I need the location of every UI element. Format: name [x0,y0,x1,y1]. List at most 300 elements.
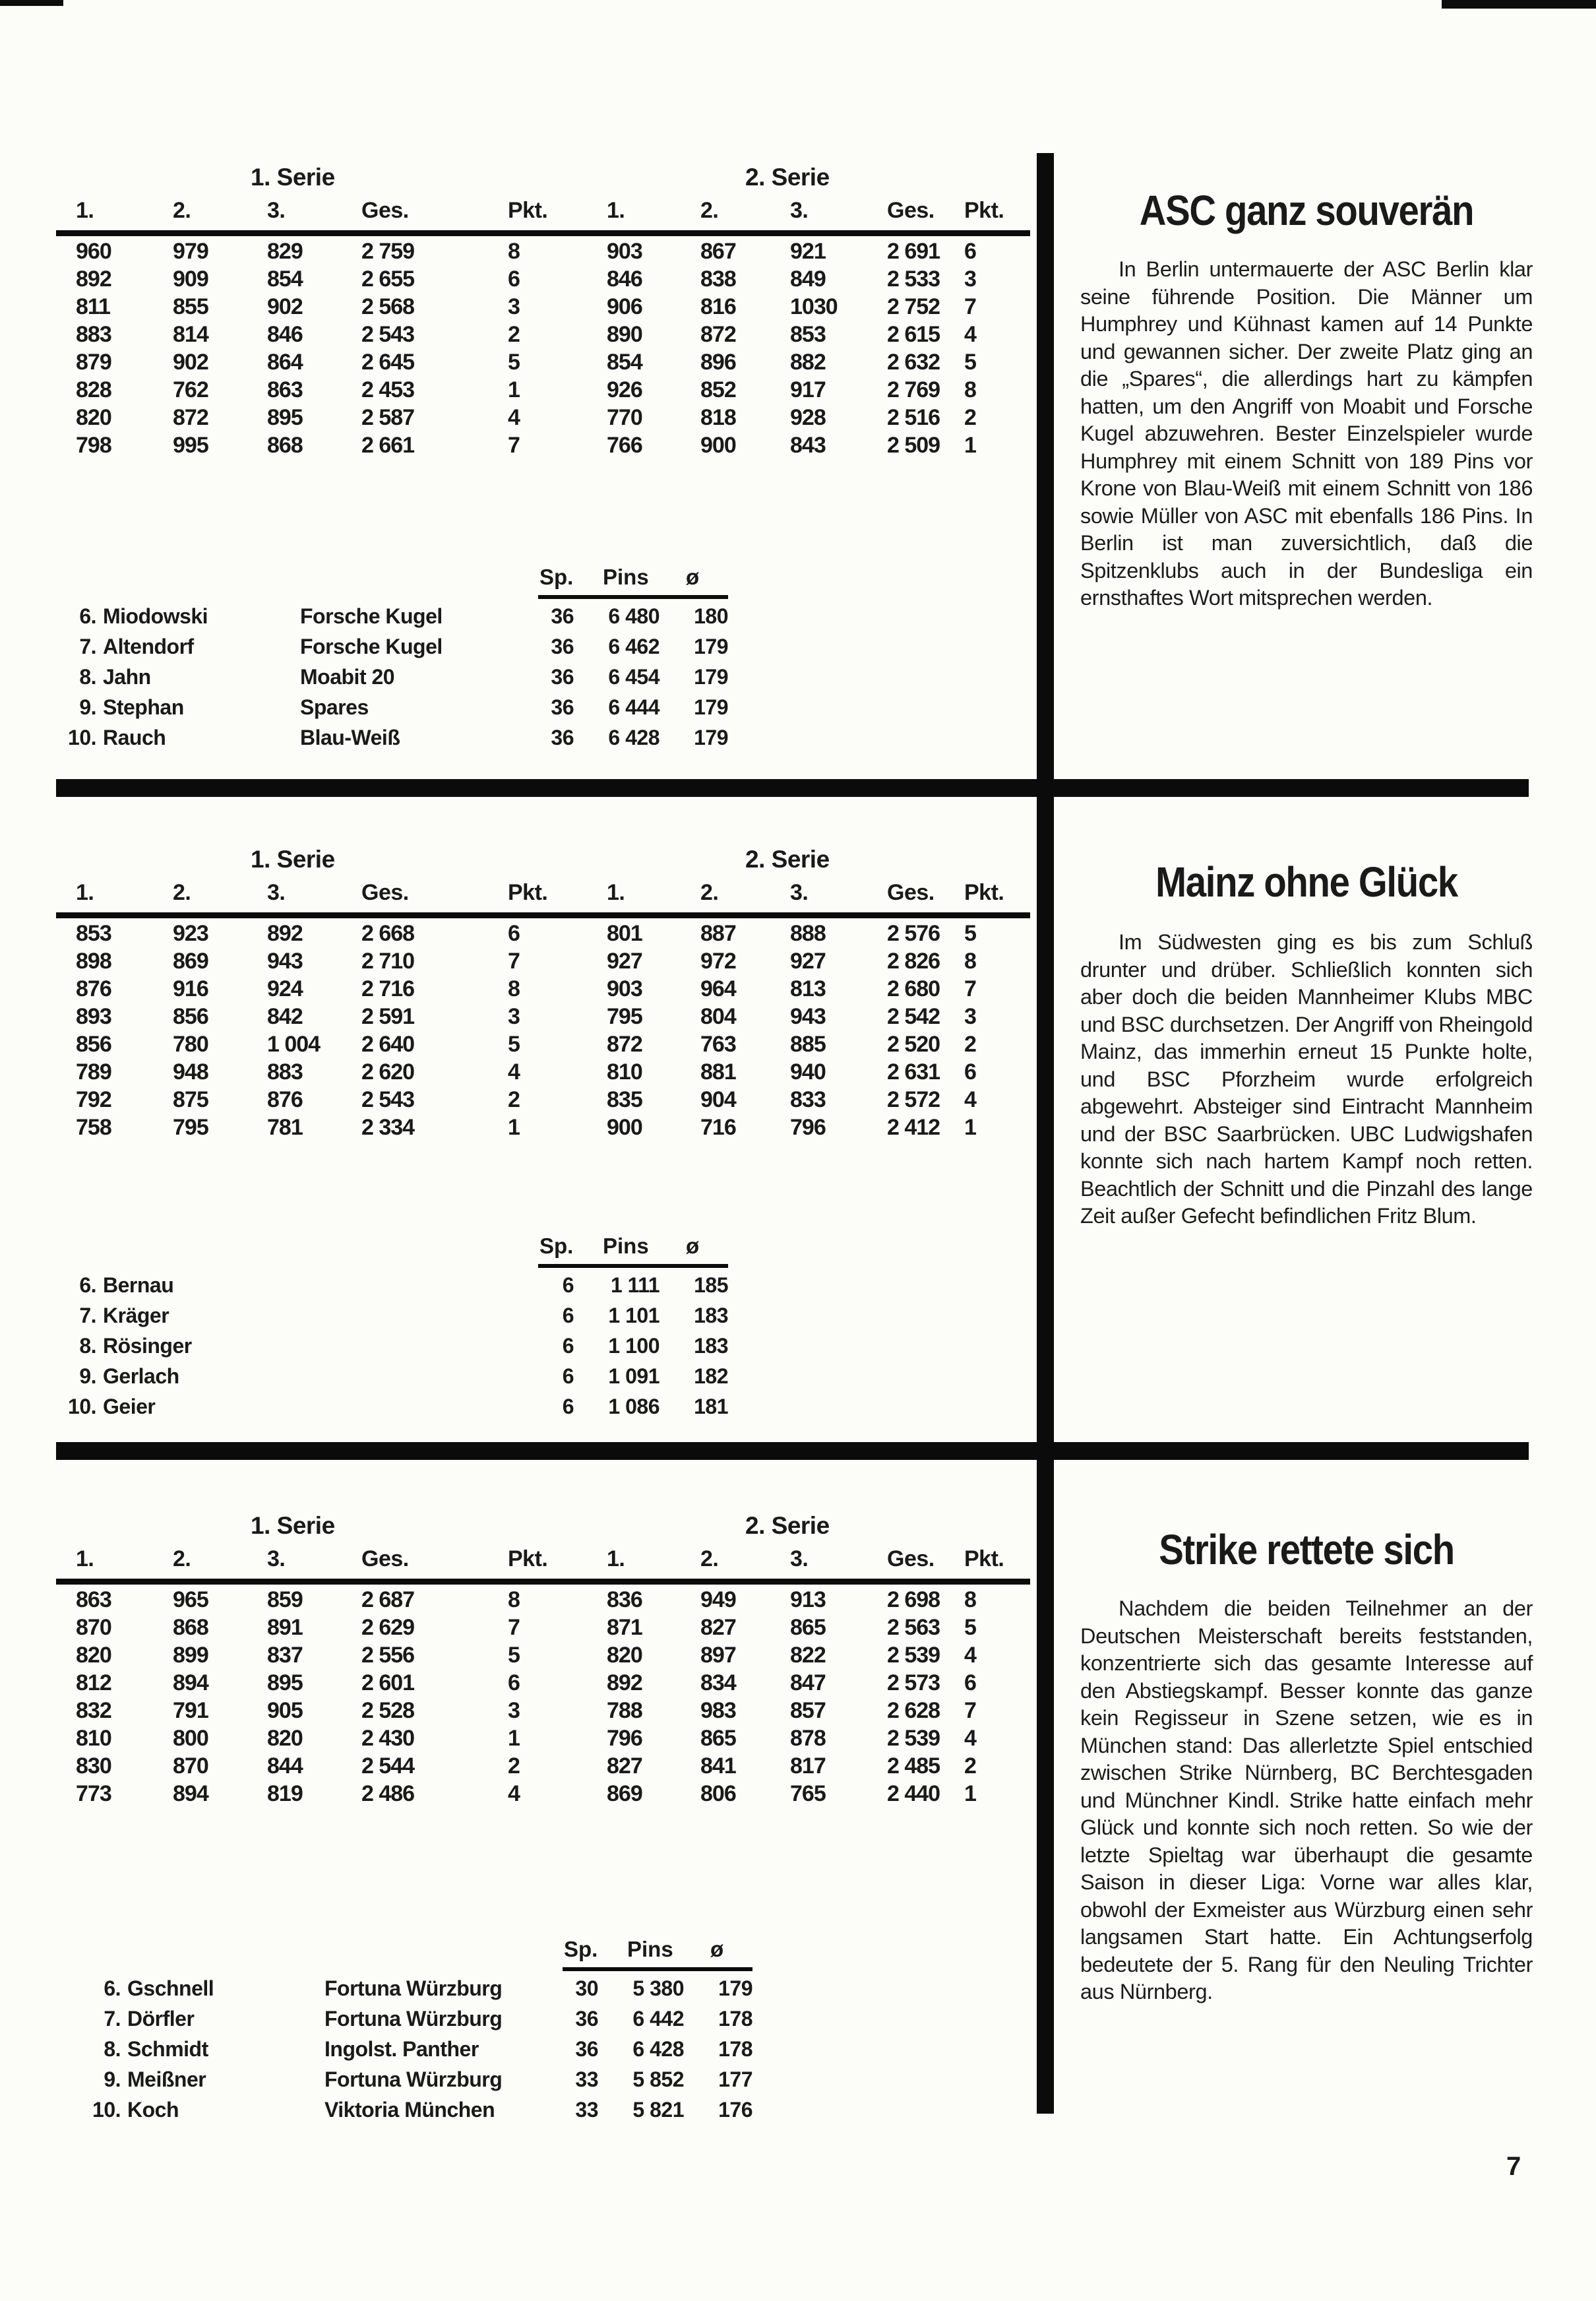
player-games: 30 [575,1976,598,2000]
player-row [80,2098,809,2128]
players-table [56,1273,784,1425]
table-rule [56,230,1030,236]
player-average: 179 [694,635,728,658]
table-cell: 806 [700,1781,736,1806]
table-cell: 2 334 [361,1115,415,1140]
pins-column-header: Pins [627,1937,673,1961]
table-cell: 5 [964,921,976,946]
article-headline: Mainz ohne Glück [1155,858,1458,906]
table-cell: 8 [964,1587,976,1612]
table-row [76,1670,1030,1698]
table-cell: 2 556 [361,1643,415,1668]
table-cell: 836 [607,1587,642,1612]
table-cell: 2 542 [887,1004,940,1029]
table-cell: 765 [790,1781,826,1806]
table-cell: 7 [508,433,520,458]
table-cell: 766 [607,433,642,458]
table-cell: 943 [790,1004,826,1029]
table-cell: 972 [700,949,736,974]
player-games: 6 [562,1304,574,1327]
table-cell: 795 [607,1004,642,1029]
table-cell: 2 628 [887,1698,940,1723]
table-cell: 960 [76,239,111,264]
table-cell: 898 [76,949,111,974]
player-club [300,1395,521,1425]
scan-artifact [1442,0,1596,9]
player-name: Gschnell [127,1976,214,2000]
table-cell: 2 661 [361,433,415,458]
player-rank: 7. [79,1304,96,1327]
table-cell: 6 [508,267,520,292]
table-cell: 8 [508,976,520,1001]
table-cell: 894 [173,1670,208,1695]
table-cell: 2 [508,322,520,347]
player-games: 36 [575,2037,598,2061]
table-cell: 5 [964,350,976,375]
player-club: Fortuna Würzburg [324,2007,503,2031]
table-cell: 868 [267,433,303,458]
serie2-label: 2. Serie [745,846,830,873]
table-cell: 4 [964,1643,976,1668]
player-name: Geier [103,1395,156,1418]
table-cell: 892 [76,267,111,292]
table-cell: 855 [173,294,208,319]
column-header: Ges. [887,1546,935,1571]
table-cell: 2 620 [361,1059,415,1085]
table-cell: 854 [607,350,642,375]
table-cell: 2 412 [887,1115,940,1140]
table-cell: 870 [173,1753,208,1779]
table-cell: 900 [607,1115,642,1140]
table-cell: 864 [267,350,303,375]
column-header: 2. [700,1546,719,1571]
table-cell: 917 [790,377,826,402]
player-club: Moabit 20 [300,665,395,689]
player-pins: 1 101 [608,1304,660,1327]
table-cell: 796 [790,1115,826,1140]
table-cell: 881 [700,1059,736,1085]
player-average: 185 [694,1273,728,1297]
table-cell: 7 [964,1698,976,1723]
player-pins: 6 428 [632,2037,684,2061]
player-games: 33 [575,2098,598,2122]
table-cell: 820 [267,1726,303,1751]
players-table-header [80,1937,809,1962]
column-header: Pkt. [964,198,1004,223]
table-cell: 2 668 [361,921,415,946]
table-cell: 924 [267,976,303,1001]
table-cell: 1030 [790,294,838,319]
player-average: 178 [718,2007,752,2031]
scan-artifact [0,0,63,6]
table-cell: 2 655 [361,267,415,292]
table-cell: 2 543 [361,322,415,347]
table-cell: 2 539 [887,1643,940,1668]
table-cell: 2 632 [887,350,940,375]
table-cell: 3 [508,1004,520,1029]
table-cell: 895 [267,405,303,430]
column-header: Pkt. [964,1546,1004,1571]
table-cell: 909 [173,267,208,292]
players-rule [538,1264,728,1268]
table-cell: 2 [964,1753,976,1779]
table-cell: 846 [267,322,303,347]
games-column-header: Sp. [539,1234,574,1258]
table-cell: 4 [964,1087,976,1112]
average-column-header: ø [686,1234,700,1258]
table-cell: 4 [508,1781,520,1806]
column-header: 3. [790,1546,809,1571]
games-column-header: Sp. [564,1937,598,1961]
table-cell: 875 [173,1087,208,1112]
series-table-header [76,1546,1030,1572]
player-name: Koch [127,2098,179,2122]
player-club: Fortuna Würzburg [324,1976,503,2000]
table-cell: 7 [508,949,520,974]
player-row [56,1273,784,1304]
player-rank: 10. [68,726,96,749]
player-pins: 1 111 [610,1273,660,1297]
table-cell: 773 [76,1781,111,1806]
column-header: 1. [76,880,94,905]
table-cell: 921 [790,239,826,264]
player-games: 6 [562,1364,574,1388]
table-cell: 903 [607,976,642,1001]
table-cell: 763 [700,1032,736,1057]
player-rank: 6. [79,604,96,628]
table-cell: 2 752 [887,294,940,319]
table-row [76,433,1030,460]
table-cell: 828 [76,377,111,402]
player-average: 179 [694,695,728,719]
table-cell: 2 453 [361,377,415,402]
table-cell: 1 [508,1115,520,1140]
column-header: Ges. [361,1546,409,1571]
table-cell: 894 [173,1781,208,1806]
table-cell: 883 [267,1059,303,1085]
player-games: 36 [551,726,574,749]
player-rank: 9. [104,2067,121,2091]
table-cell: 6 [964,1670,976,1695]
player-row [80,1976,809,2007]
horizontal-divider [56,779,1529,797]
player-name: Dörfler [127,2007,195,2031]
table-cell: 885 [790,1032,826,1057]
player-average: 180 [694,604,728,628]
column-header: 1. [76,1546,94,1571]
table-cell: 854 [267,267,303,292]
player-club [300,1273,521,1304]
table-cell: 865 [700,1726,736,1751]
table-cell: 834 [700,1670,736,1695]
player-average: 181 [694,1395,728,1418]
player-rank: 10. [92,2098,121,2122]
table-row [76,1087,1030,1115]
table-cell: 3 [508,1698,520,1723]
table-cell: 813 [790,976,826,1001]
column-header: 1. [76,198,94,223]
table-cell: 838 [700,267,736,292]
table-cell: 2 645 [361,350,415,375]
table-cell: 852 [700,377,736,402]
table-cell: 800 [173,1726,208,1751]
table-cell: 883 [76,322,111,347]
player-games: 36 [551,665,574,689]
player-row [56,695,784,726]
table-cell: 857 [790,1698,826,1723]
table-cell: 2 544 [361,1753,415,1779]
table-row [76,1615,1030,1643]
table-cell: 6 [964,1059,976,1085]
table-row [76,1032,1030,1059]
table-cell: 906 [607,294,642,319]
table-cell: 1 004 [267,1032,321,1057]
table-cell: 2 543 [361,1087,415,1112]
table-cell: 869 [173,949,208,974]
table-cell: 895 [267,1670,303,1695]
table-row [76,1753,1030,1781]
table-cell: 8 [508,1587,520,1612]
table-row [76,294,1030,322]
player-rank: 6. [79,1273,96,1297]
table-cell: 2 759 [361,239,415,264]
table-row [76,1059,1030,1087]
column-header: 2. [173,1546,191,1571]
table-cell: 868 [173,1615,208,1640]
player-name: Gerlach [103,1364,179,1388]
table-cell: 2 769 [887,377,940,402]
table-row [76,921,1030,949]
table-cell: 8 [964,377,976,402]
table-cell: 811 [76,294,110,319]
serie1-label: 1. Serie [251,1512,335,1539]
table-cell: 818 [700,405,736,430]
column-header: 2. [700,198,719,223]
table-cell: 876 [267,1087,303,1112]
player-average: 179 [694,726,728,749]
player-pins: 6 454 [608,665,660,689]
table-row [76,1781,1030,1809]
table-cell: 835 [607,1087,642,1112]
table-cell: 810 [607,1059,642,1085]
table-cell: 865 [790,1615,826,1640]
series-table [76,239,1030,460]
table-cell: 2 576 [887,921,940,946]
player-average: 177 [718,2067,752,2091]
table-cell: 890 [607,322,642,347]
table-cell: 891 [267,1615,303,1640]
table-cell: 2 533 [887,267,940,292]
player-row [56,1334,784,1364]
column-header: 3. [267,1546,286,1571]
table-cell: 1 [964,433,976,458]
table-rule [56,912,1030,918]
player-club: Ingolst. Panther [324,2037,479,2061]
table-cell: 923 [173,921,208,946]
table-cell: 827 [700,1615,736,1640]
table-cell: 2 516 [887,405,940,430]
table-cell: 853 [790,322,826,347]
table-cell: 995 [173,433,208,458]
average-column-header: ø [710,1937,724,1961]
table-cell: 1 [508,377,520,402]
players-rule [563,1967,752,1971]
player-club [300,1334,521,1364]
article-headline: ASC ganz souverän [1139,187,1474,234]
table-cell: 853 [76,921,111,946]
player-rank: 7. [104,2007,121,2031]
player-row [56,635,784,665]
player-club: Blau-Weiß [300,726,400,749]
table-cell: 902 [173,350,208,375]
player-average: 176 [718,2098,752,2122]
table-cell: 849 [790,267,826,292]
table-cell: 846 [607,267,642,292]
table-cell: 2 486 [361,1781,415,1806]
table-cell: 820 [607,1643,642,1668]
table-cell: 887 [700,921,736,946]
table-cell: 819 [267,1781,303,1806]
table-cell: 792 [76,1087,111,1112]
average-column-header: ø [686,565,700,589]
table-cell: 820 [76,1643,111,1668]
table-cell: 814 [173,322,208,347]
table-cell: 2 710 [361,949,415,974]
player-row [56,726,784,756]
table-cell: 2 629 [361,1615,415,1640]
table-cell: 4 [964,322,976,347]
table-cell: 2 520 [887,1032,940,1057]
table-cell: 830 [76,1753,111,1779]
table-cell: 781 [267,1115,303,1140]
table-cell: 979 [173,239,208,264]
table-cell: 8 [508,239,520,264]
table-cell: 5 [508,1643,520,1668]
table-cell: 798 [76,433,111,458]
table-cell: 2 [964,405,976,430]
table-cell: 916 [173,976,208,1001]
table-cell: 810 [76,1726,111,1751]
player-rank: 8. [79,1334,96,1358]
player-games: 36 [575,2007,598,2031]
table-cell: 897 [700,1643,736,1668]
table-cell: 716 [700,1115,736,1140]
column-header: 3. [790,880,809,905]
table-cell: 2 680 [887,976,940,1001]
table-cell: 904 [700,1087,736,1112]
table-cell: 899 [173,1643,208,1668]
column-header: Ges. [361,198,409,223]
table-cell: 827 [607,1753,642,1779]
player-name: Rauch [103,726,166,749]
table-cell: 2 687 [361,1587,415,1612]
table-cell: 5 [508,1032,520,1057]
table-cell: 878 [790,1726,826,1751]
table-cell: 882 [790,350,826,375]
player-name: Miodowski [103,604,208,628]
table-cell: 2 691 [887,239,940,264]
player-row [80,2007,809,2037]
column-header: 1. [607,1546,625,1571]
player-club: Spares [300,695,369,719]
player-pins: 6 480 [608,604,660,628]
player-rank: 6. [104,1976,121,2000]
table-cell: 943 [267,949,303,974]
table-cell: 5 [964,1615,976,1640]
table-cell: 820 [76,405,111,430]
table-cell: 892 [607,1670,642,1695]
table-row [76,1726,1030,1753]
table-cell: 2 716 [361,976,415,1001]
player-rank: 8. [104,2037,121,2061]
table-row [76,1004,1030,1032]
table-cell: 872 [173,405,208,430]
table-cell: 871 [607,1615,642,1640]
series-table [76,921,1030,1143]
player-games: 33 [575,2067,598,2091]
table-cell: 870 [76,1615,111,1640]
table-cell: 863 [267,377,303,402]
column-header: 2. [173,198,191,223]
table-cell: 762 [173,377,208,402]
table-cell: 2 528 [361,1698,415,1723]
player-row [56,1364,784,1395]
table-cell: 758 [76,1115,111,1140]
table-cell: 2 509 [887,433,940,458]
table-row [76,949,1030,976]
player-games: 36 [551,604,574,628]
page-number: 7 [1506,2152,1521,2181]
player-pins: 1 091 [608,1364,660,1388]
player-name: Schmidt [127,2037,208,2061]
player-club [300,1304,521,1334]
article-headline: Strike rettete sich [1159,1526,1454,1573]
table-cell: 5 [508,350,520,375]
player-games: 6 [562,1395,574,1418]
column-header: 2. [173,880,191,905]
table-cell: 4 [508,1059,520,1085]
table-cell: 872 [700,322,736,347]
table-cell: 801 [607,921,642,946]
column-header: Ges. [361,880,409,905]
table-cell: 856 [76,1032,111,1057]
table-cell: 940 [790,1059,826,1085]
table-cell: 872 [607,1032,642,1057]
player-row [56,665,784,695]
table-row [76,976,1030,1004]
column-header: Ges. [887,880,935,905]
player-name: Jahn [103,665,151,689]
table-cell: 948 [173,1059,208,1085]
player-average: 178 [718,2037,752,2061]
table-cell: 6 [508,921,520,946]
table-cell: 3 [964,267,976,292]
serie1-label: 1. Serie [251,164,335,191]
table-cell: 8 [964,949,976,974]
table-cell: 6 [964,239,976,264]
column-header: Pkt. [508,880,548,905]
serie2-label: 2. Serie [745,164,830,191]
table-cell: 903 [607,239,642,264]
table-cell: 2 631 [887,1059,940,1085]
player-pins: 6 444 [608,695,660,719]
column-header: Pkt. [964,880,1004,905]
table-row [76,1587,1030,1615]
column-header: 3. [267,880,286,905]
table-cell: 856 [173,1004,208,1029]
player-club [300,1364,521,1395]
table-cell: 822 [790,1643,826,1668]
